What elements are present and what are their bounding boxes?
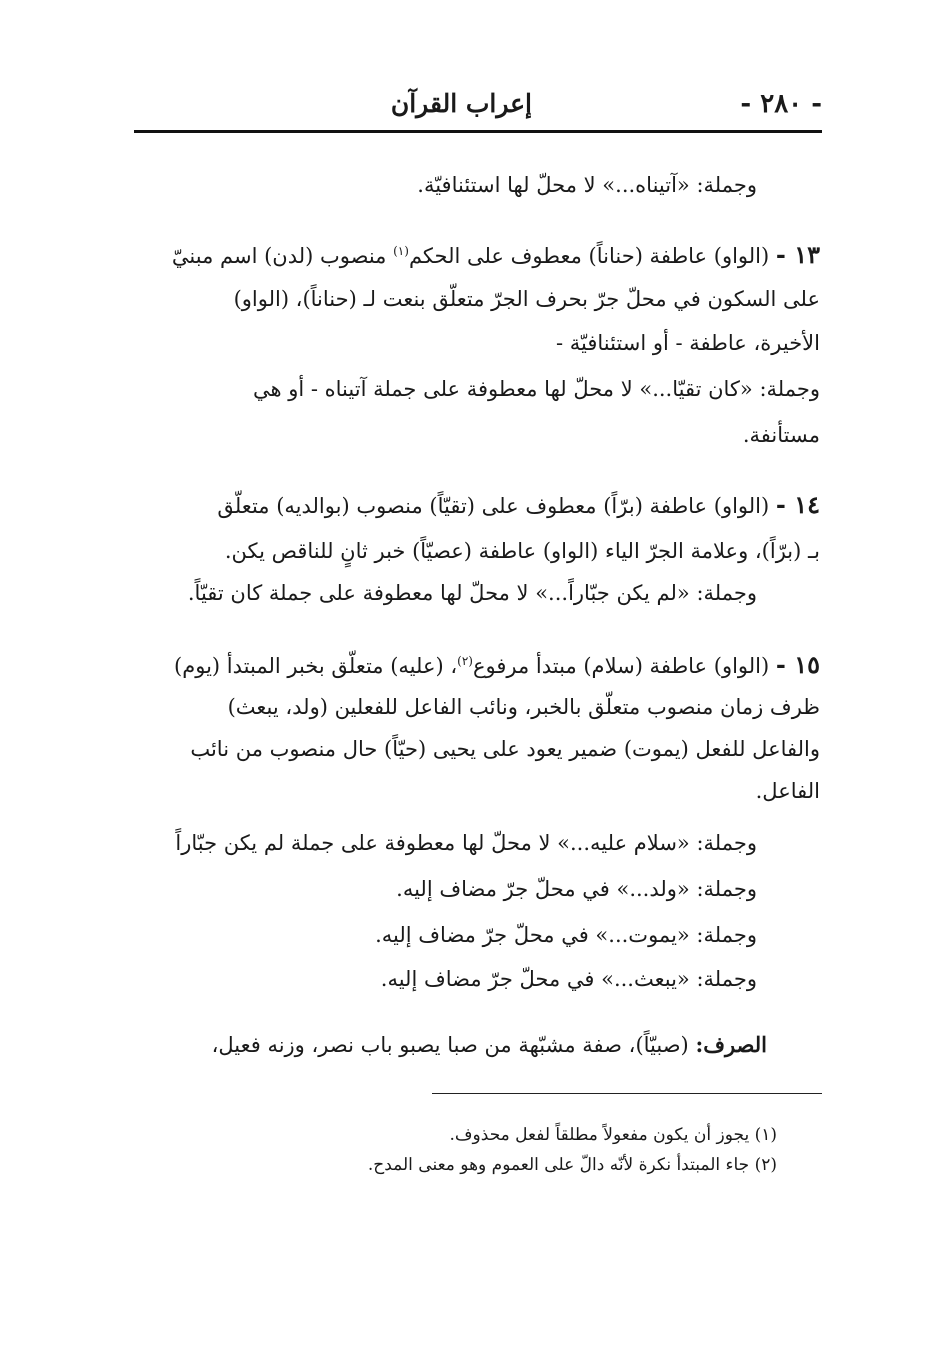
sentence: وجملة: «سلام عليه...» لا محلّ لها معطوفة على جملة لم يكن جبّاراً	[175, 831, 757, 855]
item-number: ١٣ -	[775, 240, 820, 269]
text-line	[188, 578, 757, 608]
item-14-line-1	[140, 490, 820, 521]
item-number: ١٤ -	[775, 490, 820, 519]
sentence: والفاعل للفعل (يموت) ضمير يعود على يحيى (حيّاً) حال منصوب من نائب	[190, 737, 820, 761]
text-line	[381, 964, 757, 994]
page-number: - ٢٨٠ -	[740, 89, 822, 119]
item-number: ١٥ -	[775, 650, 820, 679]
sentence: الفاعل.	[755, 779, 820, 803]
book-title: إعراب القرآن	[390, 89, 532, 118]
sentence: على السكون في محلّ جرّ بحرف الجرّ متعلّق بنعت لـ (حناناً)، (الواو)	[233, 287, 820, 311]
text-line	[375, 920, 757, 950]
sentence: وجملة: «يموت...» في محلّ جرّ مضاف إليه.	[375, 923, 757, 947]
footnote-mark: (٢)	[457, 654, 473, 668]
text-segment: (الواو) عاطفة (سلام) مبتدأ مرفوع	[472, 654, 770, 678]
morphology-line	[212, 1030, 767, 1060]
footnote-rule	[432, 1093, 822, 1094]
footnote-2	[368, 1150, 777, 1180]
footnote-text: (١) يجوز أن يكون مفعولاً مطلقاً لفعل محذوف.	[449, 1125, 777, 1145]
sentence: وجملة: «لم يكن جبّاراً...» لا محلّ لها معطوفة على جملة كان تقيّاً.	[187, 581, 757, 605]
sentence: وجملة: «آتيناه...» لا محلّ لها استئنافيّة.	[417, 173, 757, 197]
text-line	[140, 734, 820, 764]
item-13-line-1	[140, 236, 820, 271]
text-line	[417, 170, 757, 200]
text-segment: (صبيّاً)، صفة مشبّهة من صبا يصبو باب نصر، وزنه فعيل،	[211, 1033, 689, 1057]
section-label: الصرف:	[695, 1032, 767, 1057]
sentence: ظرف زمان منصوب متعلّق بالخبر، ونائب الفاعل للفعلين (ولد، يبعث)	[227, 695, 820, 719]
text-segment: ، (عليه) متعلّق بخبر المبتدأ (يوم)	[174, 654, 458, 678]
text-line	[140, 536, 820, 566]
text-segment: منصوب (لدن) اسم مبنيّ	[171, 244, 387, 268]
text-segment: (الواو) عاطفة (برّاً) معطوف على (تقيّاً) منصوب (بوالديه) متعلّق	[217, 494, 770, 518]
sentence: وجملة: «يبعث...» في محلّ جرّ مضاف إليه.	[380, 967, 757, 991]
sentence: بـ (برّاً)، وعلامة الجرّ الياء (الواو) عاطفة (عصيّاً) خبر ثانٍ للناقص يكن.	[224, 539, 820, 563]
text-line	[140, 420, 820, 450]
page-header	[134, 84, 822, 126]
item-15-line-1	[140, 646, 820, 681]
footnote-text: (٢) جاء المبتدأ نكرة لأنّه دالّ على العموم وهو معنى المدح.	[367, 1155, 777, 1175]
header-rule	[134, 130, 822, 133]
text-segment: (الواو) عاطفة (حناناً) معطوف على الحكم	[408, 244, 770, 268]
text-line	[396, 874, 757, 904]
sentence: مستأنفة.	[742, 423, 820, 447]
footnote-1	[450, 1120, 777, 1150]
sentence: وجملة: «كان تقيّا...» لا محلّ لها معطوفة على جملة آتيناه - أو هي	[252, 377, 820, 401]
text-line	[140, 374, 820, 404]
footnote-mark: (١)	[393, 244, 409, 258]
text-line	[140, 692, 820, 722]
sentence: وجملة: «ولد...» في محلّ جرّ مضاف إليه.	[396, 877, 757, 901]
text-line	[140, 776, 820, 806]
text-line	[175, 828, 757, 858]
sentence: الأخيرة، عاطفة - أو استئنافيّة -	[555, 331, 820, 355]
text-line	[140, 284, 820, 314]
text-line	[140, 328, 820, 358]
